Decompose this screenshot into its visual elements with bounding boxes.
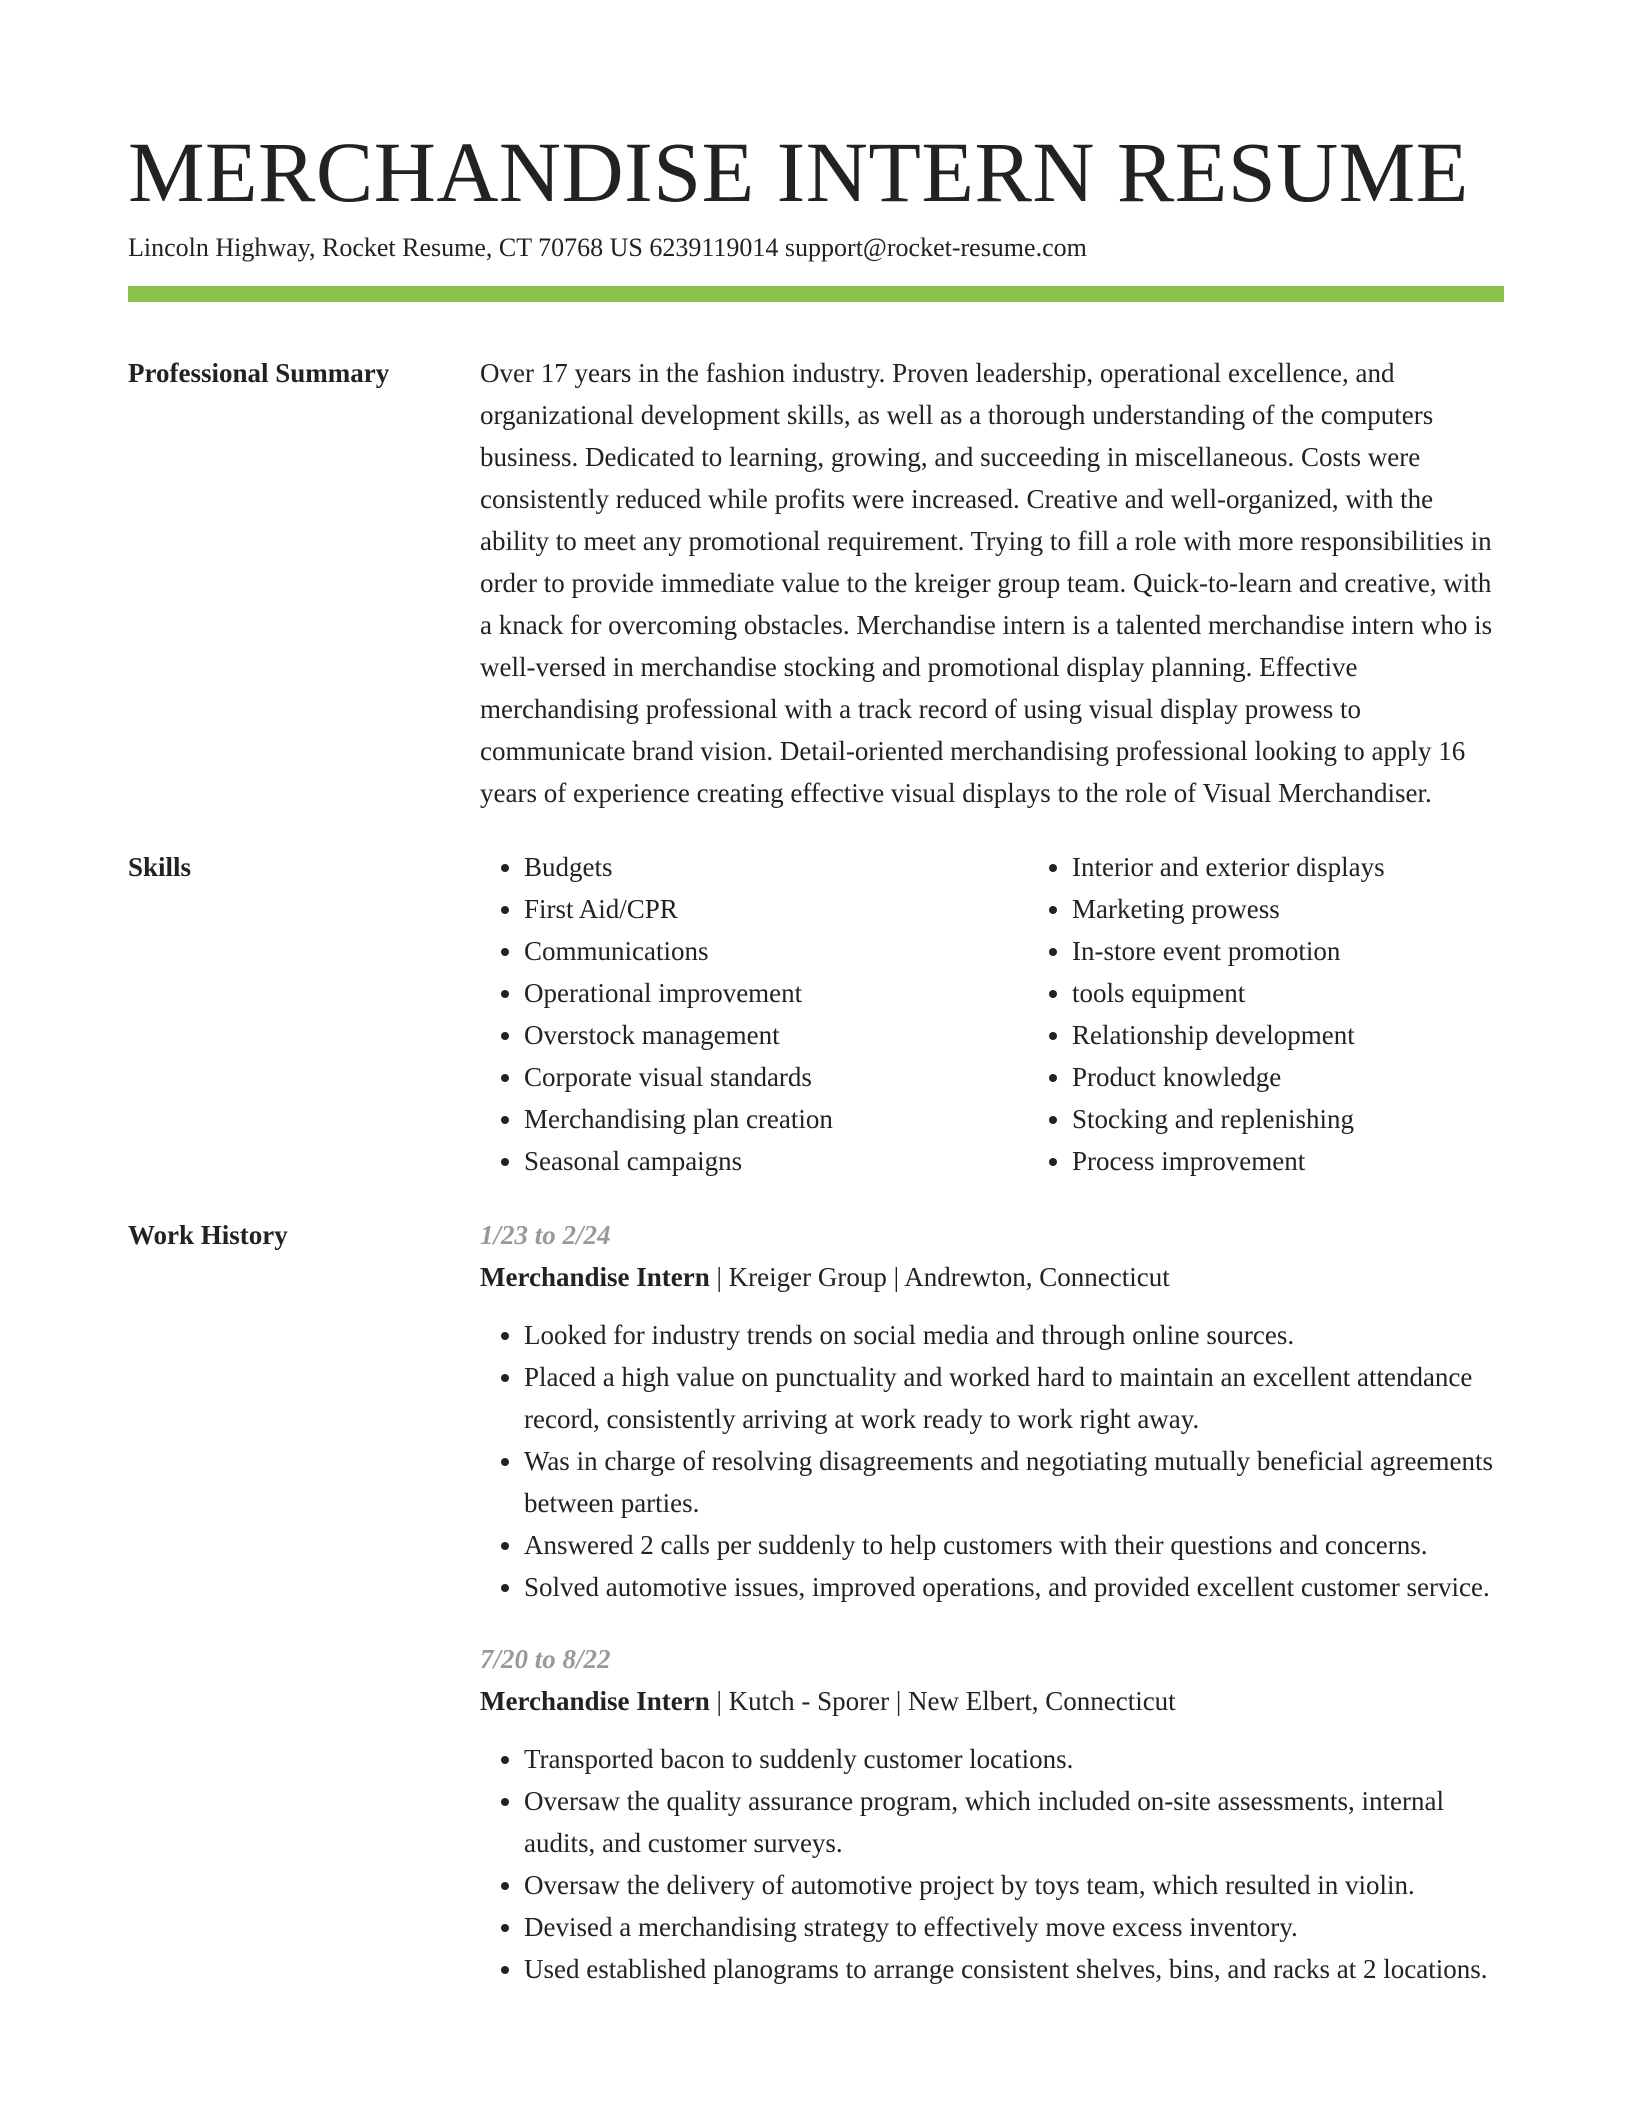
job-bullet: • Used established planograms to arrange consistent shelves, bins, and racks at 2 locations.: [524, 1948, 1504, 1990]
job-bullet: • Answered 2 calls per suddenly to help customers with their questions and concerns.: [524, 1524, 1504, 1566]
professional-summary-section: [128, 352, 1504, 814]
section-heading-skills: Skills: [128, 852, 192, 882]
job-bullet: • Transported bacon to suddenly customer locations.: [524, 1738, 1504, 1780]
job-bullet: • Oversaw the quality assurance program, which included on-site assessments, internal audits, and customer surveys.: [524, 1780, 1504, 1864]
job-bullet: • Devised a merchandising strategy to effectively move excess inventory.: [524, 1906, 1504, 1948]
job-bullet: • Oversaw the delivery of automotive project by toys team, which resulted in violin.: [524, 1864, 1504, 1906]
job-entry: [480, 1638, 1504, 1990]
skill-item: • Seasonal campaigns: [524, 1140, 1028, 1182]
skill-item: • Stocking and replenishing: [1072, 1098, 1576, 1140]
work-history-section: [128, 1214, 1504, 1990]
skills-list-right: [1028, 846, 1576, 1182]
summary-text: Over 17 years in the fashion industry. Proven leadership, operational excellence, and organizational development skills, as well as a thorough understanding of the computers business. Dedicated to learning, growing, and succeeding in miscellaneous. Costs were consistently reduced while profits were increased. Creative and well-organized, with the ability to meet any promotional requirement. Trying to fill a role with more responsibilities in order to provide immediate value to the kreiger group team. Quick-to-learn and creative, with a knack for overcoming obstacles. Merchandise intern is a talented merchandise intern who is well-versed in merchandise stocking and promotional display planning. Effective merchandising professional with a track record of using visual display prowess to communicate brand vision. Detail-oriented merchandising professional looking to apply 16 years of experience creating effective visual displays to the role of Visual Merchandiser.: [480, 358, 1493, 808]
job-heading: [480, 1680, 1504, 1722]
job-entry: [480, 1214, 1504, 1608]
job-bullet: • Solved automotive issues, improved operations, and provided excellent customer service.: [524, 1566, 1504, 1608]
skill-item: • Process improvement: [1072, 1140, 1576, 1182]
skills-list-left: [480, 846, 1028, 1182]
skill-item: • Merchandising plan creation: [524, 1098, 1028, 1140]
job-company-location: | Kreiger Group | Andrewton, Connecticut: [709, 1262, 1170, 1292]
skill-item: • First Aid/CPR: [524, 888, 1028, 930]
section-heading-summary: Professional Summary: [128, 358, 390, 388]
job-dates: 7/20 to 8/22: [480, 1644, 611, 1674]
skill-item: • In-store event promotion: [1072, 930, 1576, 972]
job-dates: 1/23 to 2/24: [480, 1220, 611, 1250]
job-bullet-list: [480, 1738, 1504, 1990]
work-history-list: [480, 1214, 1504, 1990]
section-heading-work-history: Work History: [128, 1220, 288, 1250]
job-bullet: • Was in charge of resolving disagreements and negotiating mutually beneficial agreements between parties.: [524, 1440, 1504, 1524]
skills-columns: [480, 846, 1576, 1182]
skill-item: • Overstock management: [524, 1014, 1028, 1056]
skill-item: • Product knowledge: [1072, 1056, 1576, 1098]
accent-divider: [128, 286, 1504, 302]
skill-item: • tools equipment: [1072, 972, 1576, 1014]
skill-item: • Corporate visual standards: [524, 1056, 1028, 1098]
skills-section: [128, 846, 1504, 1182]
job-heading: [480, 1256, 1504, 1298]
resume-page: [128, 118, 1504, 1990]
job-title: Merchandise Intern: [480, 1262, 710, 1292]
skill-item: • Relationship development: [1072, 1014, 1576, 1056]
skill-item: • Budgets: [524, 846, 1028, 888]
job-title: Merchandise Intern: [480, 1686, 710, 1716]
job-company-location: | Kutch - Sporer | New Elbert, Connecticut: [709, 1686, 1176, 1716]
job-bullet-list: [480, 1314, 1504, 1608]
skill-item: • Operational improvement: [524, 972, 1028, 1014]
skill-item: • Interior and exterior displays: [1072, 846, 1576, 888]
job-bullet: • Placed a high value on punctuality and worked hard to maintain an excellent attendance record, consistently arriving at work ready to work right away.: [524, 1356, 1504, 1440]
page-title: MERCHANDISE INTERN RESUME: [128, 124, 1469, 220]
skill-item: • Marketing prowess: [1072, 888, 1576, 930]
skill-item: • Communications: [524, 930, 1028, 972]
job-bullet: • Looked for industry trends on social media and through online sources.: [524, 1314, 1504, 1356]
contact-info: Lincoln Highway, Rocket Resume, CT 70768 US 6239119014 support@rocket-resume.com: [128, 233, 1087, 262]
